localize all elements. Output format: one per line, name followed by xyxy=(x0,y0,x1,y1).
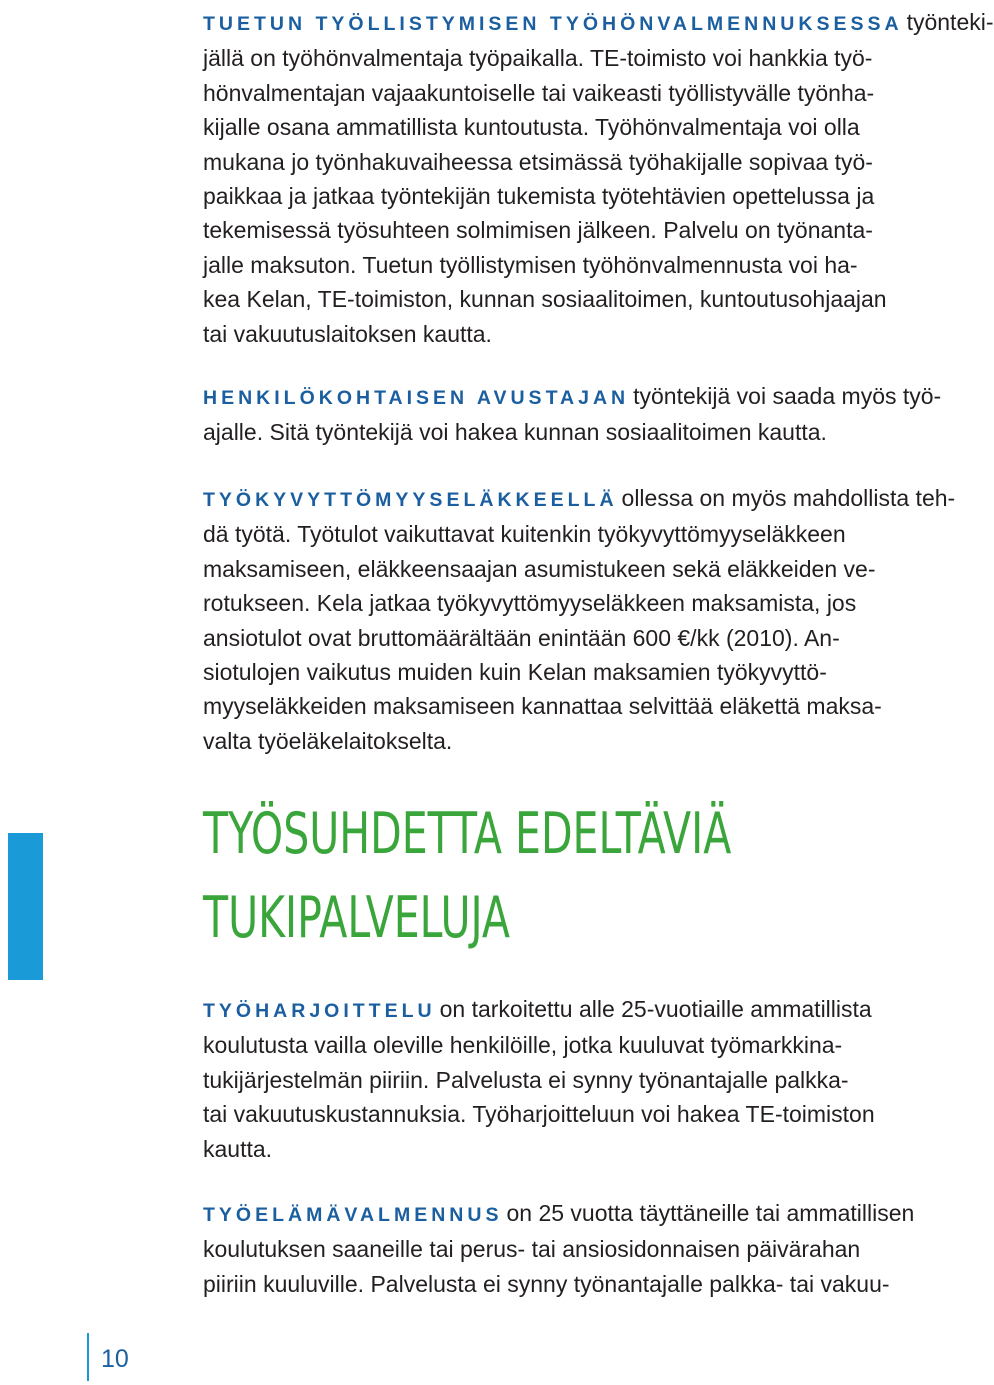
section-heading xyxy=(203,792,744,960)
text-line: piiriin kuuluville. Palvelusta ei synny työnantajalle palkka- tai vakuu- xyxy=(203,1270,890,1297)
text-line: tukijärjestelmän piiriin. Palvelusta ei synny työnantajalle palkka- xyxy=(203,1066,849,1093)
text-line: koulutuksen saaneille tai perus- tai ansiosidonnaisen päivärahan xyxy=(203,1236,861,1263)
text-line: kautta. xyxy=(203,1135,273,1162)
text-fragment: työntekijä voi saada myös työ- xyxy=(633,383,942,409)
text-line: maksamiseen, eläkkeensaajan asumistukeen sekä eläkkeiden ve- xyxy=(203,555,876,582)
paragraph-tyokyvyttomyyselake xyxy=(203,481,955,758)
text-line: mukana jo työnhakuvaiheessa etsimässä työhakijalle sopivaa työ- xyxy=(203,148,873,175)
text-fragment: ollessa on myös mahdollista teh- xyxy=(621,485,956,511)
text-fragment: työnteki- xyxy=(906,9,994,35)
text-line: hönvalmentajan vajaakuntoiselle tai vaikeasti työllistyvälle työnha- xyxy=(203,79,875,106)
text-line: tai vakuutuskustannuksia. Työharjoitteluun voi hakea TE-toimiston xyxy=(203,1101,875,1128)
text-line xyxy=(203,5,994,41)
paragraph-tyoharjoittelu xyxy=(203,992,955,1166)
text-line: ajalle. Sitä työntekijä voi hakea kunnan sosiaalitoimen kautta. xyxy=(203,419,827,446)
section-accent-bar xyxy=(8,833,43,980)
paragraph-keyword: TYÖHARJOITTELU xyxy=(203,1000,436,1022)
paragraph-henkilokohtainen-avustaja xyxy=(203,379,955,450)
text-line: tekemisessä työsuhteen solmimisen jälkeen. Palvelu on työnanta- xyxy=(203,217,873,244)
text-line xyxy=(203,1196,955,1232)
heading-line: TYÖSUHDETTA EDELTÄVIÄ xyxy=(203,801,732,867)
text-line: valta työeläkelaitokselta. xyxy=(203,727,453,754)
paragraph-keyword: TUETUN TYÖLLISTYMISEN TYÖHÖNVALMENNUKSESSA xyxy=(203,13,903,35)
paragraph-tyoelamavalmennus xyxy=(203,1196,955,1301)
paragraph-keyword: HENKILÖKOHTAISEN AVUSTAJAN xyxy=(203,387,630,409)
text-line xyxy=(203,379,955,415)
paragraph-tuettu-tyollistyminen xyxy=(203,5,994,351)
text-line: paikkaa ja jatkaa työntekijän tukemista työtehtävien opettelussa ja xyxy=(203,183,875,210)
heading-line: TUKIPALVELUJA xyxy=(203,885,511,951)
text-line: jällä on työhönvalmentaja työpaikalla. TE-toimisto voi hankkia työ- xyxy=(203,45,873,72)
text-line: myyseläkkeiden maksamiseen kannattaa selvittää eläkettä maksa- xyxy=(203,693,882,720)
text-line: koulutusta vailla oleville henkilöille, jotka kuuluvat työmarkkina- xyxy=(203,1032,843,1059)
text-line: kea Kelan, TE-toimiston, kunnan sosiaalitoimen, kuntoutusohjaajan xyxy=(203,286,887,313)
text-line xyxy=(203,481,955,517)
paragraph-keyword: TYÖELÄMÄVALMENNUS xyxy=(203,1204,503,1226)
text-line: ansiotulot ovat bruttomäärältään enintään 600 €/kk (2010). An- xyxy=(203,624,840,651)
text-line: rotukseen. Kela jatkaa työkyvyttömyyseläkkeen maksamista, jos xyxy=(203,590,857,617)
text-line xyxy=(203,992,955,1028)
text-line: dä työtä. Työtulot vaikuttavat kuitenkin työkyvyttömyyseläkkeen xyxy=(203,521,846,548)
text-line: kijalle osana ammatillista kuntoutusta. Työhönvalmentaja voi olla xyxy=(203,114,860,141)
page-number-rule xyxy=(87,1333,89,1381)
text-fragment: on 25 vuotta täyttäneille tai ammatillisen xyxy=(506,1200,915,1226)
text-line: tai vakuutuslaitoksen kautta. xyxy=(203,320,492,347)
text-line: siotulojen vaikutus muiden kuin Kelan maksamien työkyvyttö- xyxy=(203,659,827,686)
page-number: 10 xyxy=(101,1345,129,1373)
paragraph-keyword: TYÖKYVYTTÖMYYSELÄKKEELLÄ xyxy=(203,489,618,511)
text-line: jalle maksuton. Tuetun työllistymisen työhönvalmennusta voi ha- xyxy=(203,251,858,278)
text-fragment: on tarkoitettu alle 25-vuotiaille ammatillista xyxy=(439,996,872,1022)
